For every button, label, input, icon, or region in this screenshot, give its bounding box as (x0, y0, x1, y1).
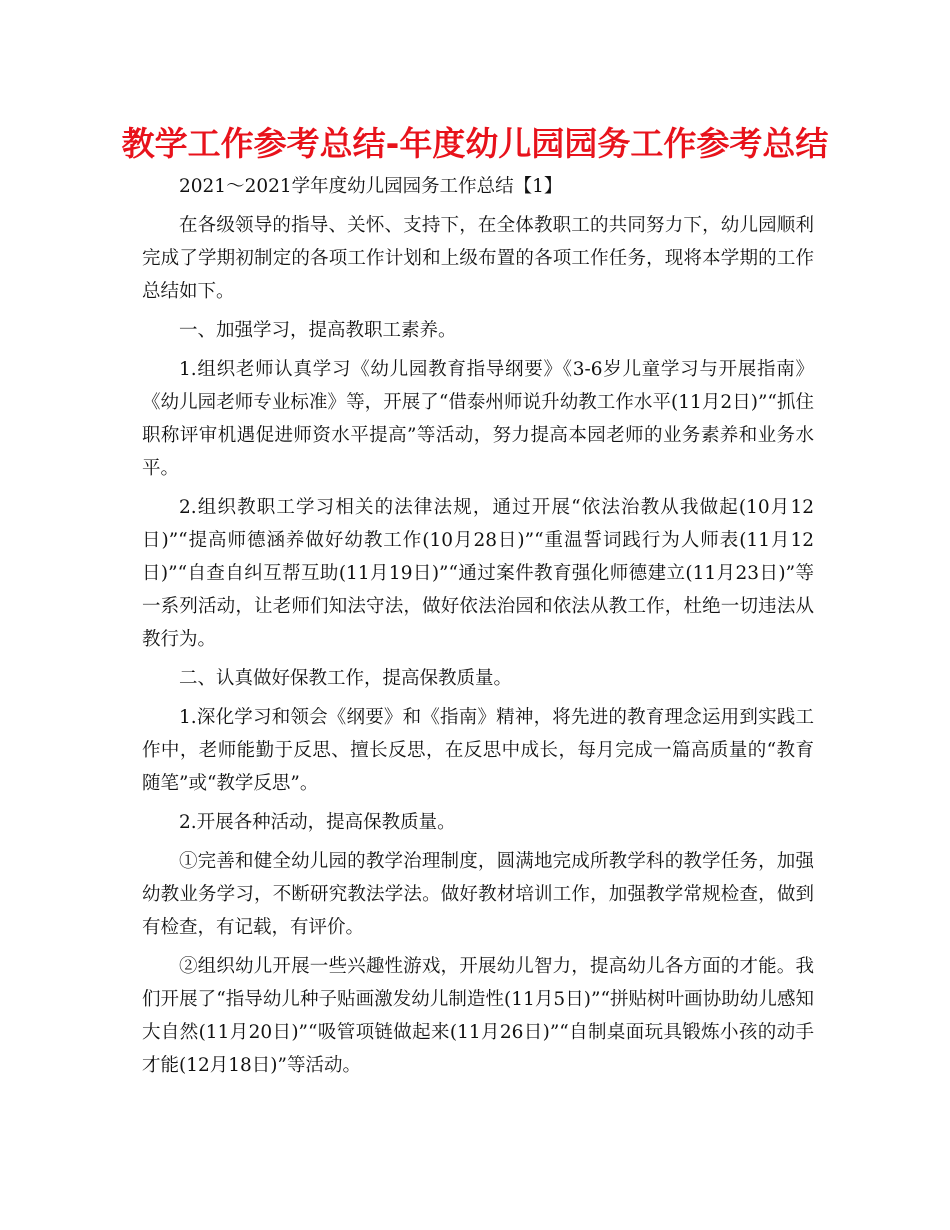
paragraph-2-2-b: ②组织幼儿开展一些兴趣性游戏，开展幼儿智力，提高幼儿各方面的才能。我们开展了“指导幼儿种子贴画激发幼儿制造性(11月5日)”“拼贴树叶画协助幼儿感知大自然(11月20日)”“吸管项链做起来(11月26日)”“自制桌面玩具锻炼小孩的动手才能(12月18日)”等活动。 (142, 956, 814, 1076)
document-title: 教学工作参考总结-年度幼儿园园务工作参考总结 (121, 124, 829, 163)
paragraph-2-2-a: ①完善和健全幼儿园的教学治理制度，圆满地完成所教学科的教学任务，加强幼教业务学习，不断研究教法学法。做好教材培训工作，加强教学常规检查，做到有检查，有记载，有评价。 (142, 851, 814, 938)
section-heading-1: 一、加强学习，提高教职工素养。 (179, 320, 457, 341)
paragraph-subtitle: 2021～2021学年度幼儿园园务工作总结【1】 (179, 176, 563, 197)
paragraph-1-1: 1.组织老师认真学习《幼儿园教育指导纲要》《3-6岁儿童学习与开展指南》《幼儿园老师专业标准》等，开展了“借泰州师说升幼教工作水平(11月2日)”“抓住职称评审机遇促进师资水平提高”等活动，努力提高本园老师的业务素养和业务水平。 (142, 359, 814, 479)
paragraph-2-2: 2.开展各种活动，提高保教质量。 (179, 812, 456, 833)
paragraph-intro: 在各级领导的指导、关怀、支持下，在全体教职工的共同努力下，幼儿园顺利完成了学期初制定的各项工作计划和上级布置的各项工作任务，现将本学期的工作总结如下。 (142, 215, 814, 302)
paragraph-2-1: 1.深化学习和领会《纲要》和《指南》精神，将先进的教育理念运用到实践工作中，老师能勤于反思、擅长反思，在反思中成长，每月完成一篇高质量的“教育随笔”或“教学反思”。 (142, 707, 814, 794)
section-heading-2: 二、认真做好保教工作，提高保教质量。 (179, 668, 513, 689)
document-body (142, 170, 814, 1082)
paragraph-1-2: 2.组织教职工学习相关的法律法规，通过开展“依法治教从我做起(10月12日)”“提高师德涵养做好幼教工作(10月28日)”“重温誓词践行为人师表(11月12日)”“自查自纠互帮互助(11月19日)”“通过案件教育强化师德建立(11月23日)”等一系列活动，让老师们知法守法，做好依法治园和依法从教工作，杜绝一切违法从教行为。 (142, 497, 814, 650)
